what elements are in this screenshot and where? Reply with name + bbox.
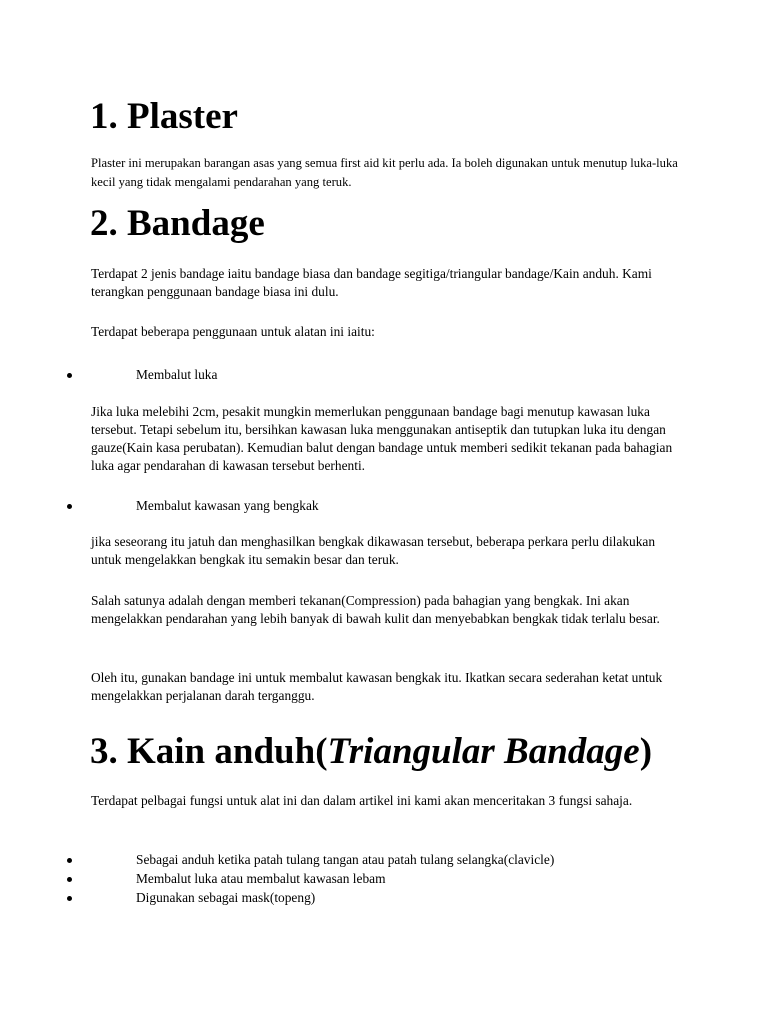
list-item [0, 497, 700, 515]
paragraph-bandage-tie: Oleh itu, gunakan bandage ini untuk membalut kawasan bengkak itu. Ikatkan secara sederahan ketat untuk mengelakkan perjalanan darah terganggu. [91, 670, 663, 703]
list-item-text: Membalut luka [136, 367, 218, 382]
heading-kain-anduh-suffix: ) [639, 731, 653, 772]
list-item [0, 366, 700, 384]
paragraph-swelling: jika seseorang itu jatuh dan menghasilkan bengkak dikawasan tersebut, beberapa perkara perlu dilakukan untuk mengelakkan bengkak itu semakin besar dan teruk. [91, 534, 656, 567]
paragraph-bandage-uses-intro: Terdapat beberapa penggunaan untuk alatan ini iaitu: [91, 324, 375, 339]
list-item [0, 889, 700, 907]
paragraph-bandage-types: Terdapat 2 jenis bandage iaitu bandage biasa dan bandage segitiga/triangular bandage/Kain anduh. Kami terangkan penggunaan bandage biasa ini dulu. [91, 266, 652, 299]
bullet-icon [67, 858, 72, 863]
heading-kain-anduh-prefix: 3. Kain anduh( [90, 731, 328, 772]
list-item [0, 870, 700, 888]
list-item-text: Sebagai anduh ketika patah tulang tangan atau patah tulang selangka(clavicle) [136, 852, 555, 867]
heading-kain-anduh-italic: Triangular Bandage [327, 731, 640, 772]
paragraph-wound-care: Jika luka melebihi 2cm, pesakit mungkin memerlukan penggunaan bandage bagi menutup kawasan luka tersebut. Tetapi sebelum itu, bersihkan kawasan luka menggunakan antiseptik dan tutupkan luka itu dengan gauze(Kain kasa perubatan). Kemudian balut dengan bandage untuk memberi sedikit tekanan pada bahagian luka agar pendarahan di kawasan tersebut berhenti. [91, 404, 673, 473]
paragraph-triangular-functions: Terdapat pelbagai fungsi untuk alat ini dan dalam artikel ini kami akan menceritakan 3 fungsi sahaja. [91, 793, 633, 808]
list-item-text: Digunakan sebagai mask(topeng) [136, 890, 316, 905]
paragraph-plaster: Plaster ini merupakan barangan asas yang semua first aid kit perlu ada. Ia boleh digunakan untuk menutup luka-luka kecil yang tidak mengalami pendarahan yang teruk. [91, 156, 678, 189]
paragraph-compression: Salah satunya adalah dengan memberi tekanan(Compression) pada bahagian yang bengkak. Ini akan mengelakkan pendarahan yang lebih banyak di bawah kulit dan menyebabkan bengkak tidak terlalu besar. [91, 593, 660, 626]
heading-plaster: 1. Plaster [90, 96, 238, 137]
heading-kain-anduh [90, 731, 652, 773]
bullet-icon [67, 896, 72, 901]
list-item-text: Membalut luka atau membalut kawasan lebam [136, 871, 386, 886]
list-item-text: Membalut kawasan yang bengkak [136, 498, 319, 513]
list-item [0, 851, 700, 869]
heading-bandage: 2. Bandage [90, 203, 265, 244]
bullet-icon [67, 373, 72, 378]
bullet-icon [67, 504, 72, 509]
bullet-icon [67, 877, 72, 882]
